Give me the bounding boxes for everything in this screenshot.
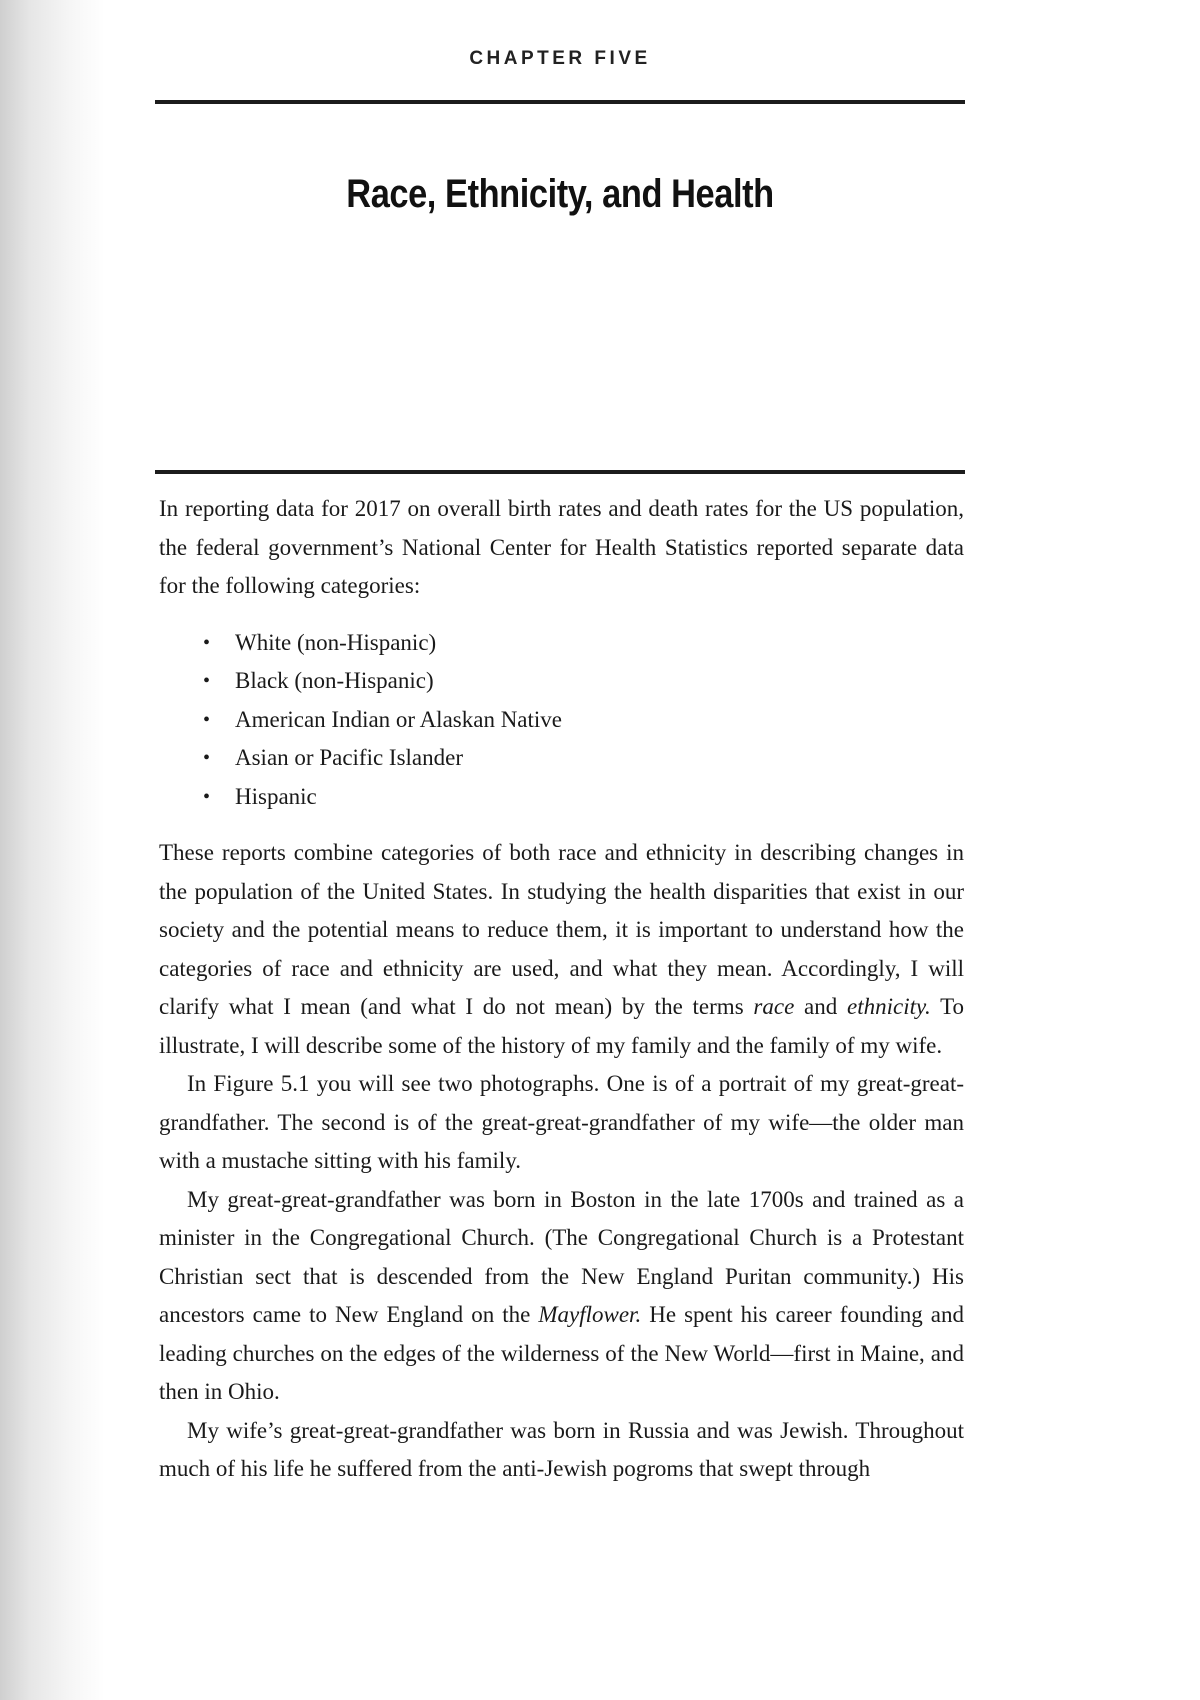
section-rule-divider	[155, 470, 965, 474]
category-label: American Indian or Alaskan Native	[235, 706, 562, 732]
list-item	[203, 739, 964, 778]
term-mayflower: Mayflower.	[538, 1302, 642, 1327]
category-label: Asian or Pacific Islander	[235, 745, 464, 770]
paragraph-race-ethnicity	[159, 834, 964, 1065]
paragraph-text: My great-great-grandfather was born in Boston in the late 1700s and trained as a minister in the Congregational Church. (The Congregational Church is a Protestant Christian sect that is descended from the New England Puritan community.) His ancestors came to New England on the	[159, 1186, 964, 1327]
bullet-icon: •	[203, 631, 211, 654]
chapter-title: Race, Ethnicity, and Health	[346, 172, 774, 216]
category-list	[159, 624, 964, 817]
list-item	[203, 778, 964, 817]
intro-paragraph: In reporting data for 2017 on overall birth rates and death rates for the US population, the federal government’s National Center for Health Statistics reported separate data for the following categories:	[159, 496, 964, 598]
paragraph-text: To illustrate, I will describe some of the history of my family and the family of my wife.	[159, 994, 965, 1058]
term-ethnicity: ethnicity.	[847, 994, 931, 1019]
bullet-icon: •	[203, 785, 211, 808]
bullet-icon: •	[203, 708, 211, 731]
chapter-body	[159, 490, 964, 1489]
category-label: Black (non-Hispanic)	[235, 668, 434, 693]
bullet-icon: •	[203, 670, 211, 692]
term-race: race	[753, 994, 795, 1019]
category-label: Hispanic	[235, 783, 317, 809]
paragraph-wife-ancestor: My wife’s great-great-grandfather was born in Russia and was Jewish. Throughout much of his life he suffered from the anti-Jewish pogroms that swept through	[159, 1417, 964, 1481]
paragraph-text: These reports combine categories of both race and ethnicity in describing changes in the population of the United States. In studying the health disparities that exist in our society and the potential means to reduce them, it is important to understand how the categories of race and ethnicity are used, and what they mean. Accordingly, I will clarify what I mean (and what I do not mean) by the terms	[159, 840, 964, 1019]
list-item	[203, 701, 964, 740]
paragraph-author-ancestor	[159, 1181, 964, 1412]
paragraph-text: He spent his career founding and leading churches on the edges of the wilderness of the New World—first in Maine, and then in Ohio.	[159, 1302, 964, 1404]
paragraph-text: and	[794, 994, 848, 1019]
category-label: White (non-Hispanic)	[235, 629, 437, 655]
bullet-icon: •	[203, 747, 211, 769]
top-rule-divider	[155, 100, 965, 104]
chapter-label: CHAPTER FIVE	[469, 48, 651, 69]
list-item	[203, 624, 964, 663]
paragraph-figure-reference: In Figure 5.1 you will see two photographs. One is of a portrait of my great-great-grandfather. The second is of the great-great-grandfather of my wife—the older man with a mustache sitting with his family.	[159, 1071, 964, 1173]
list-item	[203, 662, 964, 701]
